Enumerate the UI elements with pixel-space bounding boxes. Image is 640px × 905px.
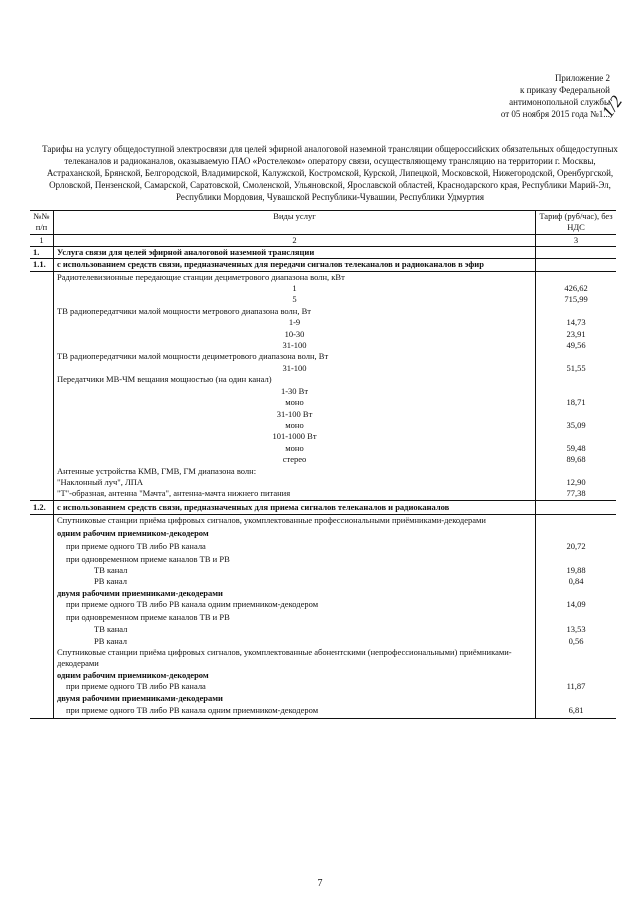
row-service: стерео	[54, 454, 536, 465]
row-number	[30, 624, 54, 635]
row-tariff: 6,81	[536, 704, 617, 718]
row-service: Радиотелевизионные передающие станции дециметрового диапазона волн, кВт	[54, 271, 536, 283]
row-number	[30, 397, 54, 408]
row-number	[30, 588, 54, 599]
table-row	[30, 283, 616, 294]
row-service: одним рабочим приемником-декодером	[54, 527, 536, 541]
row-service: при приеме одного ТВ либо РВ канала	[54, 540, 536, 554]
row-number	[30, 409, 54, 420]
row-number	[30, 681, 54, 692]
table-row	[30, 704, 616, 718]
row-service: Спутниковые станции приёма цифровых сигналов, укомплектованные профессиональными приёмниками-декодерами	[54, 515, 536, 527]
row-number	[30, 454, 54, 465]
row-number	[30, 704, 54, 718]
table-row	[30, 409, 616, 420]
table-row	[30, 271, 616, 283]
row-service: при приеме одного ТВ либо РВ канала	[54, 681, 536, 692]
header-line: к приказу Федеральной	[520, 85, 610, 95]
table-row	[30, 259, 616, 271]
table-row	[30, 681, 616, 692]
row-service: моно	[54, 397, 536, 408]
row-tariff: 23,91	[566, 328, 586, 339]
row-tariff	[536, 466, 617, 477]
row-number	[30, 554, 54, 565]
row-service: моно	[54, 420, 536, 431]
row-number	[30, 294, 54, 305]
row-tariff: 35,09	[566, 419, 586, 430]
row-service: двумя рабочими приемниками-декодерами	[54, 588, 536, 599]
row-tariff: 59,48	[566, 442, 586, 453]
row-tariff	[536, 306, 617, 317]
row-tariff	[536, 554, 617, 565]
table-row	[30, 386, 616, 397]
table-row	[30, 317, 616, 328]
row-number	[30, 515, 54, 527]
row-number	[30, 306, 54, 317]
row-tariff	[536, 515, 617, 527]
row-tariff: 49,56	[566, 340, 586, 351]
row-number	[30, 477, 54, 488]
row-service: ТВ радиопередатчики малой мощности метрового диапазона волн, Вт	[54, 306, 536, 317]
table-row	[30, 351, 616, 362]
row-tariff: 51,55	[566, 362, 586, 373]
row-number: 1.1.	[30, 259, 54, 271]
row-tariff	[536, 351, 617, 362]
row-service: Передатчики МВ-ЧМ вещания мощностью (на один канал)	[54, 374, 536, 385]
table-row	[30, 624, 616, 635]
row-service: Спутниковые станции приёма цифровых сигналов, укомплектованные абонентскими (непрофессиональными) приёмниками-декодерами	[54, 647, 536, 670]
row-service: 1	[54, 283, 536, 294]
row-tariff: 715,99	[564, 294, 588, 305]
row-number	[30, 271, 54, 283]
row-tariff: 0,56	[568, 635, 584, 646]
row-tariff: 0,84	[568, 576, 584, 587]
row-number	[30, 351, 54, 362]
row-tariff: 19,88	[566, 565, 586, 576]
table-row	[30, 693, 616, 704]
row-number	[30, 443, 54, 454]
table-row	[30, 477, 616, 488]
row-service: Услуга связи для целей эфирной аналоговой наземной трансляции	[54, 246, 536, 258]
row-number	[30, 565, 54, 576]
row-tariff: 426,62	[564, 283, 588, 294]
table-row	[30, 500, 616, 515]
row-service: РВ канал	[54, 636, 536, 647]
row-number	[30, 340, 54, 351]
row-number	[30, 374, 54, 385]
table-row	[30, 443, 616, 454]
header-line: Приложение 2	[554, 73, 610, 83]
row-service: ТВ канал	[54, 624, 536, 635]
row-tariff	[536, 409, 617, 420]
header-tariff: Тариф (руб/час), без НДС	[536, 211, 617, 235]
document-title: Тарифы на услугу общедоступной электросвязи для целей эфирной аналоговой наземной трансляции общероссийских обязательных общедоступных телеканалов и радиоканалов, оказываемую ПАО «Ростелеком» оператору связи, осуществляющему трансляцию на территории г. Москвы, Астраханской, Брянской, Белгородской, Владимирской, Калужской, Костромской, Курской, Липецкой, Московской, Нижегородской, Оренбургской, Орловской, Пензенской, Самарской, Саратовской, Смоленской, Ульяновской, Ярославской областей, Краснодарского края, Республики Марий-Эл, Республики Мордовия, Чувашской Республики-Чувашии, Республики Удмуртия	[42, 144, 618, 202]
table-row	[30, 588, 616, 599]
row-tariff: 18,71	[566, 397, 586, 408]
row-service: моно	[54, 443, 536, 454]
row-service: 1-9	[54, 317, 536, 328]
row-number	[30, 647, 54, 670]
table-row	[30, 363, 616, 374]
row-service: "Наклонный луч", ЛПА	[54, 477, 536, 488]
row-tariff	[536, 246, 617, 258]
row-tariff: 14,73	[566, 317, 586, 328]
handwritten-signature: 1/2	[598, 92, 627, 121]
row-service: ТВ канал	[54, 565, 536, 576]
row-tariff	[536, 693, 617, 704]
table-row	[30, 454, 616, 465]
document-header	[501, 72, 610, 120]
row-service: 10-30	[54, 329, 536, 340]
table-row	[30, 565, 616, 576]
table-row	[30, 527, 616, 541]
row-tariff: 12,90	[566, 476, 586, 487]
row-service: при приеме одного ТВ либо РВ канала одним приемником-декодером	[54, 599, 536, 610]
row-service: ТВ радиопередатчики малой мощности дециметрового диапазона волн, Вт	[54, 351, 536, 362]
row-number: 1.2.	[30, 500, 54, 515]
row-number	[30, 386, 54, 397]
table-row	[30, 431, 616, 442]
row-service: 31-100 Вт	[54, 409, 536, 420]
row-tariff	[536, 611, 617, 625]
row-tariff	[536, 588, 617, 599]
row-service: при одновременном приеме каналов ТВ и РВ	[54, 611, 536, 625]
row-tariff	[536, 259, 617, 271]
row-service: 1-30 Вт	[54, 386, 536, 397]
table-row	[30, 488, 616, 500]
header-num: №№ п/п	[30, 211, 54, 235]
row-service: 31-100	[54, 363, 536, 374]
row-number	[30, 576, 54, 587]
row-service: Антенные устройства КМВ, ГМВ, ГМ диапазона волн:	[54, 466, 536, 477]
table-row	[30, 611, 616, 625]
header-service: Виды услуг	[54, 211, 536, 235]
row-tariff: 13,53	[566, 624, 586, 635]
colnum-3: 3	[536, 234, 617, 246]
table-row	[30, 554, 616, 565]
row-number	[30, 693, 54, 704]
row-number	[30, 283, 54, 294]
row-service: 31-100	[54, 340, 536, 351]
table-header-row	[30, 211, 616, 235]
row-number	[30, 599, 54, 610]
row-number	[30, 363, 54, 374]
table-row	[30, 397, 616, 408]
row-tariff: 11,87	[566, 681, 586, 692]
row-number	[30, 636, 54, 647]
row-service: при приеме одного ТВ либо РВ канала одним приемником-декодером	[54, 704, 536, 718]
row-service: 101-1000 Вт	[54, 431, 536, 442]
table-row	[30, 466, 616, 477]
table-row	[30, 306, 616, 317]
row-number	[30, 527, 54, 541]
table-row	[30, 420, 616, 431]
row-number	[30, 670, 54, 681]
table-row	[30, 599, 616, 610]
row-number	[30, 329, 54, 340]
row-service: РВ канал	[54, 576, 536, 587]
table-row	[30, 374, 616, 385]
table-row	[30, 329, 616, 340]
table-row	[30, 647, 616, 670]
row-service: одним рабочим приемником-декодером	[54, 670, 536, 681]
row-tariff: 77,38	[566, 488, 586, 499]
row-tariff: 20,72	[566, 541, 586, 552]
row-number: 1.	[30, 246, 54, 258]
row-service: "Т"-образная, антенна "Мачта", антенна-мачта нижнего питания	[54, 488, 536, 500]
table-row	[30, 340, 616, 351]
row-tariff: 89,68	[566, 454, 586, 465]
row-service: двумя рабочими приемниками-декодерами	[54, 693, 536, 704]
row-service: с использованием средств связи, предназначенных для приема сигналов телеканалов и радиоканалов	[54, 500, 536, 515]
table-row	[30, 670, 616, 681]
row-tariff	[536, 500, 617, 515]
row-service: с использованием средств связи, предназначенных для передачи сигналов телеканалов и радиоканалов в эфир	[54, 259, 536, 271]
row-tariff	[536, 647, 617, 670]
table-row	[30, 515, 616, 527]
table-row	[30, 294, 616, 305]
header-line: антимонопольной службы	[509, 97, 610, 107]
row-tariff	[536, 527, 617, 541]
table-row	[30, 576, 616, 587]
table-row	[30, 636, 616, 647]
row-tariff: 14,09	[566, 599, 586, 610]
row-number	[30, 466, 54, 477]
row-tariff	[536, 386, 617, 397]
table-row	[30, 246, 616, 258]
colnum-1: 1	[30, 234, 54, 246]
row-tariff	[536, 431, 617, 442]
row-tariff	[536, 271, 617, 283]
colnum-2: 2	[54, 234, 536, 246]
row-number	[30, 540, 54, 554]
row-service: 5	[54, 294, 536, 305]
page-number: 7	[317, 878, 323, 889]
row-tariff	[536, 374, 617, 385]
row-number	[30, 431, 54, 442]
row-number	[30, 317, 54, 328]
row-number	[30, 488, 54, 500]
row-service: при одновременном приеме каналов ТВ и РВ	[54, 554, 536, 565]
column-number-row	[30, 234, 616, 246]
header-line: от 05 ноября 2015 года №1...	[500, 109, 610, 119]
table-row	[30, 540, 616, 554]
row-number	[30, 420, 54, 431]
row-number	[30, 611, 54, 625]
row-tariff	[536, 670, 617, 681]
tariff-table	[30, 210, 616, 719]
